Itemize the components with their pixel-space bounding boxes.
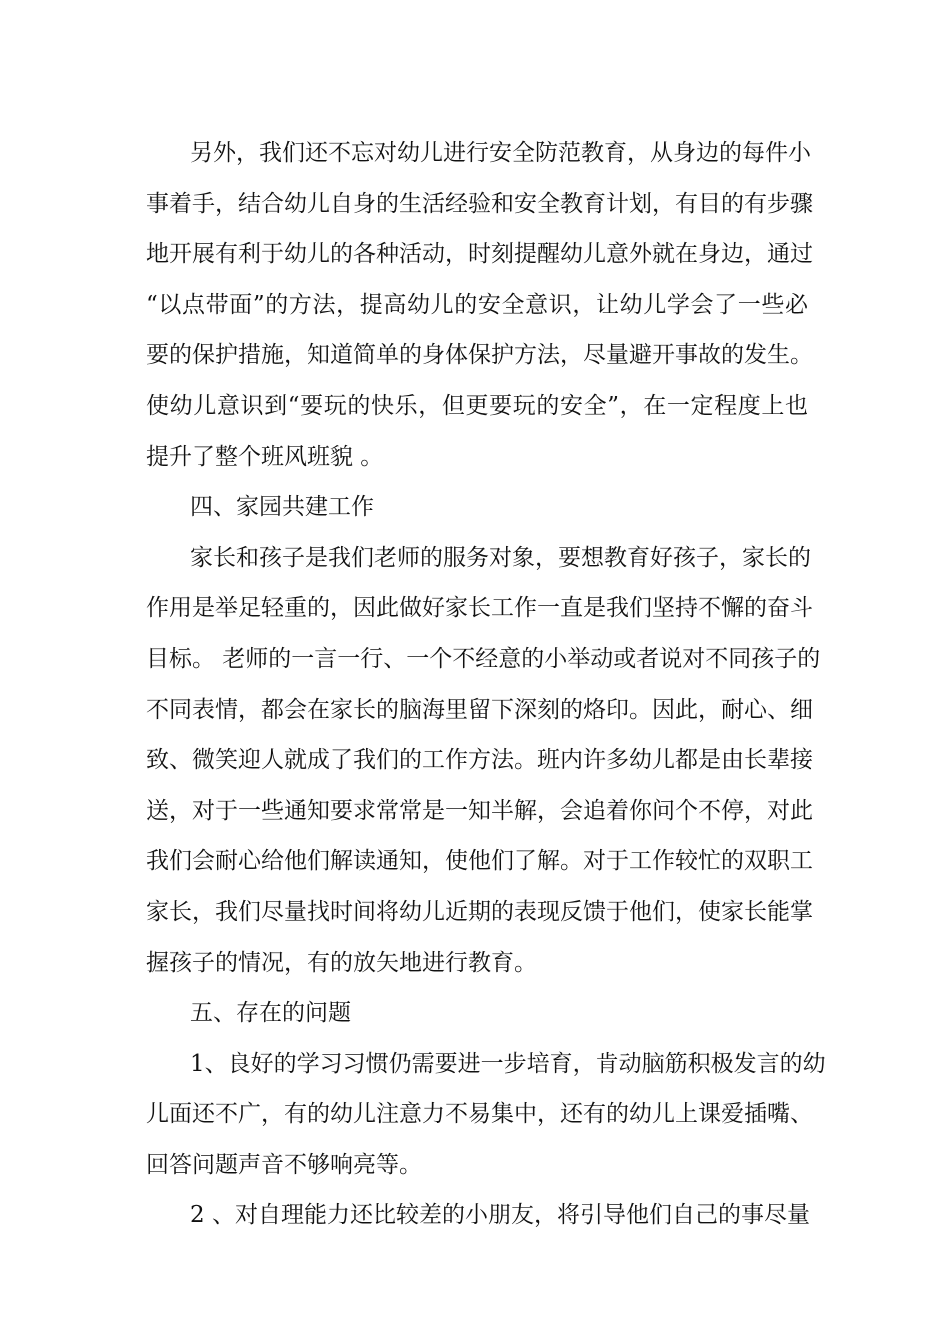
text-line: 另外，我们还不忘对幼儿进行安全防范教育，从身边的每件小 — [190, 140, 811, 166]
text-line: 要的保护措施，知道简单的身体保护方法，尽量避开事故的发生。 — [146, 342, 813, 369]
text-line: 1、良好的学习习惯仍需要进一步培育，肯动脑筋积极发言的幼 — [190, 1050, 826, 1077]
text-line: “以点带面”的方法，提高幼儿的安全意识，让幼儿学会了一些必 — [146, 291, 808, 318]
text-line: 目标。 老师的一言一行、一个不经意的小举动或者说对不同孩子的 — [146, 645, 821, 672]
text-line: 使幼儿意识到“要玩的快乐，但更要玩的安全”，在一定程度上也 — [146, 392, 808, 419]
text-line: 握孩子的情况，有的放矢地进行教育。 — [146, 949, 537, 976]
text-line: 提升了整个班风班貌 。 — [146, 443, 384, 470]
text-line: 致、微笑迎人就成了我们的工作方法。班内许多幼儿都是由长辈接 — [146, 747, 813, 774]
section-heading: 四、家园共建工作 — [190, 494, 374, 521]
text-line: 送，对于一些通知要求常常是一知半解，会追着你问个不停，对此 — [146, 797, 813, 824]
text-line: 地开展有利于幼儿的各种活动，时刻提醒幼儿意外就在身边，通过 — [146, 241, 813, 268]
text-line: 家长，我们尽量找时间将幼儿近期的表现反馈于他们，使家长能掌 — [146, 898, 813, 925]
text-line: 2 、对自理能力还比较差的小朋友，将引导他们自己的事尽量 — [190, 1202, 810, 1229]
text-line: 事着手，结合幼儿自身的生活经验和安全教育计划，有目的有步骤 — [146, 190, 813, 217]
text-line: 我们会耐心给他们解读通知，使他们了解。对于工作较忙的双职工 — [146, 848, 813, 875]
text-line: 作用是举足轻重的，因此做好家长工作一直是我们坚持不懈的奋斗 — [146, 595, 813, 622]
text-line: 儿面还不广，有的幼儿注意力不易集中，还有的幼儿上课爱插嘴、 — [146, 1101, 813, 1128]
document-body — [146, 128, 826, 1241]
text-line: 不同表情，都会在家长的脑海里留下深刻的烙印。因此，耐心、细 — [146, 696, 813, 723]
text-line: 回答问题声音不够响亮等。 — [146, 1151, 422, 1178]
text-line: 家长和孩子是我们老师的服务对象，要想教育好孩子，家长的 — [190, 544, 811, 571]
section-heading: 五、存在的问题 — [190, 1000, 351, 1027]
